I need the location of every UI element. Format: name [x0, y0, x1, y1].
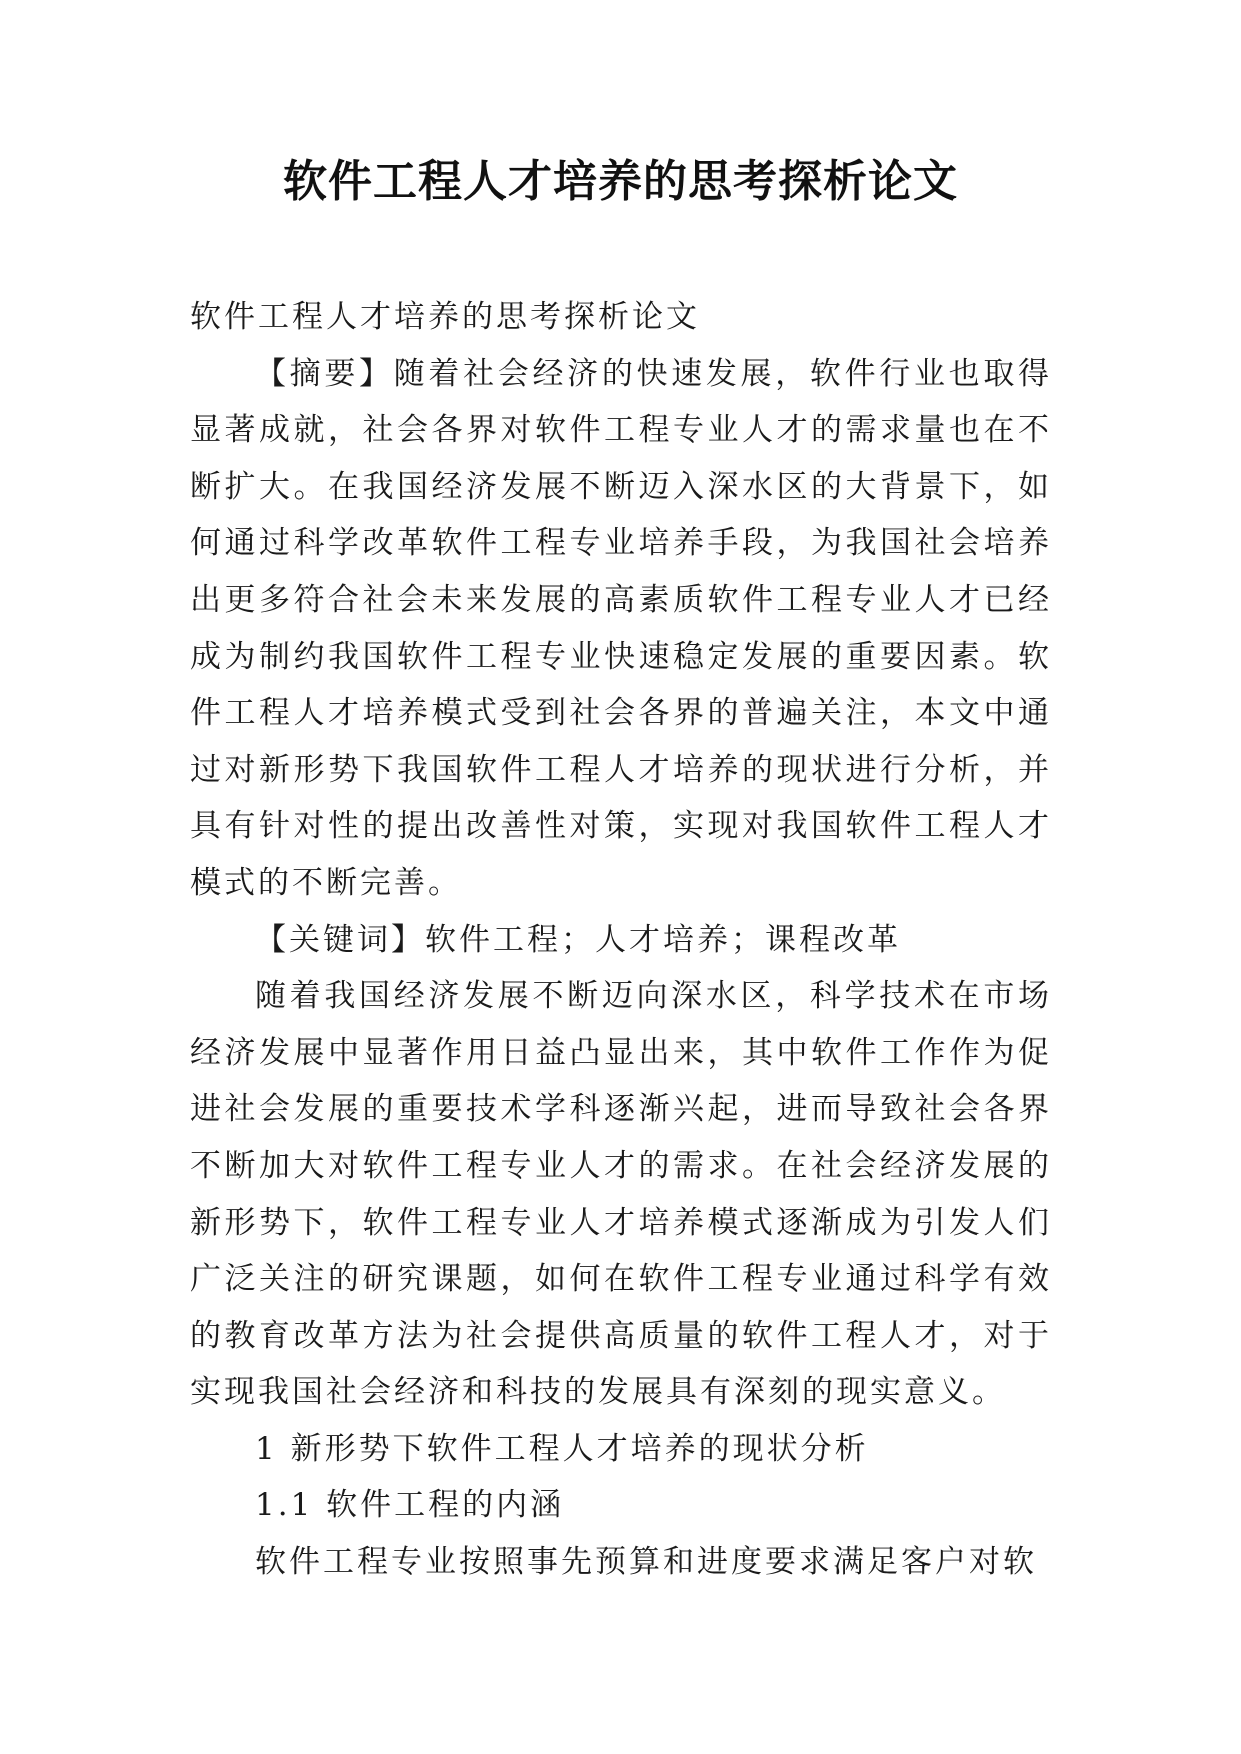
section-heading-1-1: 1.1 软件工程的内涵	[255, 1487, 565, 1524]
intro-paragraph: 随着我国经济发展不断迈向深水区，科学技术在市场经济发展中显著作用日益凸显出来，其中软件工作作为促进社会发展的重要技术学科逐渐兴起，进而导致社会各界不断加大对软件工程专业人才的需求。在社会经济发展的新形势下，软件工程专业人才培养模式逐渐成为引发人们广泛关注的研究课题，如何在软件工程专业通过科学有效的教育改革方法为社会提供高质量的软件工程人才，对于实现我国社会经济和科技的发展具有深刻的现实意义。	[190, 978, 1052, 1411]
keywords-paragraph: 【关键词】软件工程；人才培养；课程改革	[255, 921, 901, 958]
section-heading-1: 1 新形势下软件工程人才培养的现状分析	[255, 1430, 869, 1467]
section-1-1-paragraph: 软件工程专业按照事先预算和进度要求满足客户对软	[255, 1544, 1037, 1581]
document-title: 软件工程人才培养的思考探析论文	[283, 156, 958, 207]
abstract-paragraph: 【摘要】随着社会经济的快速发展，软件行业也取得显著成就，社会各界对软件工程专业人才的需求量也在不断扩大。在我国经济发展不断迈入深水区的大背景下，如何通过科学改革软件工程专业培养手段，为我国社会培养出更多符合社会未来发展的高素质软件工程专业人才已经成为制约我国软件工程专业快速稳定发展的重要因素。软件工程人才培养模式受到社会各界的普遍关注，本文中通过对新形势下我国软件工程人才培养的现状进行分析，并具有针对性的提出改善性对策，实现对我国软件工程人才模式的不断完善。	[190, 355, 1052, 901]
document-body	[190, 289, 1052, 1591]
title-line: 软件工程人才培养的思考探析论文	[190, 299, 700, 335]
